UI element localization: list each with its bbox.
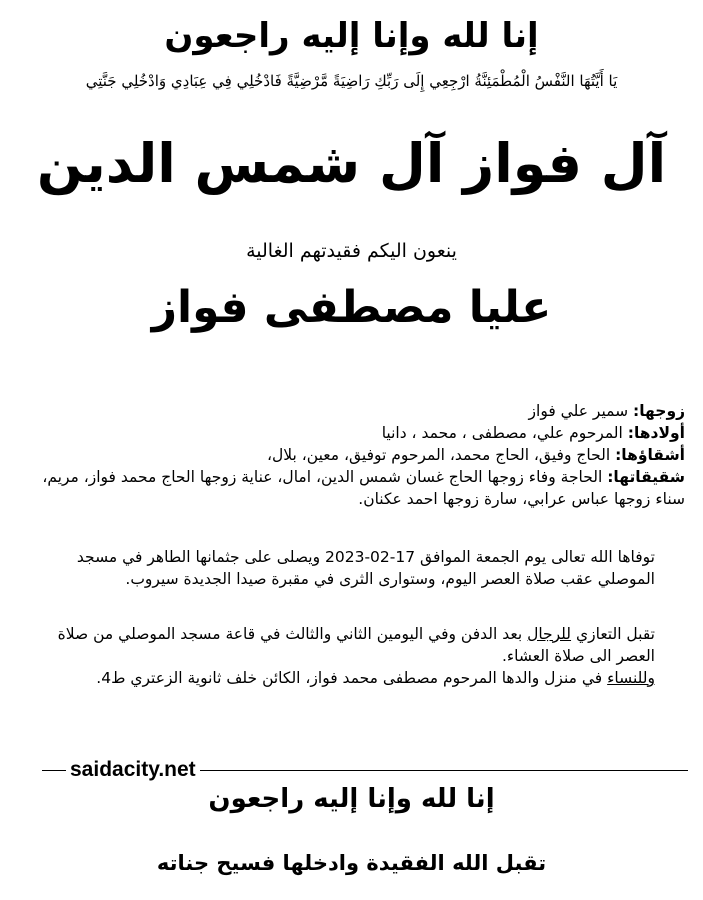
sisters-line bbox=[15, 466, 685, 488]
husband-line bbox=[15, 400, 685, 422]
condolences-prefix: تقبل التعازي bbox=[571, 625, 655, 643]
condolences-men-word: للرجال bbox=[527, 625, 572, 643]
closing-prayer: تقبل الله الفقيدة وادخلها فسيح جناته bbox=[156, 851, 547, 875]
condolences-men-line-2: العصر الى صلاة العشاء. bbox=[501, 647, 655, 665]
brothers-label: أشقاؤها: bbox=[615, 446, 685, 464]
family-name: آل فواز آل شمس الدين bbox=[36, 132, 667, 195]
husband-label: زوجها: bbox=[633, 402, 685, 420]
mourning-line: ينعون اليكم فقيدتهم الغالية bbox=[246, 240, 457, 262]
condolences-women-rest: في منزل والدها المرحوم مصطفى محمد فواز، الكائن خلف ثانوية الزعتري ط4. bbox=[96, 669, 608, 687]
children-line bbox=[15, 422, 685, 444]
children-value: المرحوم علي، مصطفى ، محمد ، دانيا bbox=[381, 424, 623, 442]
brothers-line bbox=[15, 444, 685, 466]
sisters-label: شقيقاتها: bbox=[607, 468, 685, 486]
brothers-value: الحاج وفيق، الحاج محمد، المرحوم توفيق، معين، بلال، bbox=[267, 446, 611, 464]
site-watermark: saidacity.net bbox=[66, 758, 200, 782]
funeral-line-2: الموصلي عقب صلاة العصر اليوم، وستوارى الثرى في مقبرة صيدا الجديدة سيروب. bbox=[125, 570, 655, 588]
funeral-line-1: توفاها الله تعالى يوم الجمعة الموافق 17-02-2023 ويصلى على جثمانها الطاهر في مسجد bbox=[76, 548, 655, 566]
children-label: أولادها: bbox=[627, 424, 685, 442]
husband-value: سمير علي فواز bbox=[528, 402, 629, 420]
header-title: إنا لله وإنا إليه راجعون bbox=[164, 16, 539, 56]
condolences-women-line bbox=[35, 667, 655, 689]
footer-title: إنا لله وإنا إليه راجعون bbox=[208, 784, 495, 814]
condolences-paragraph bbox=[35, 623, 655, 689]
condolences-men-line bbox=[35, 623, 655, 645]
sisters-value-1: الحاجة وفاء زوجها الحاج غسان شمس الدين، امال، عناية زوجها الحاج محمد فواز، مريم، bbox=[42, 468, 603, 486]
condolences-men-rest: بعد الدفن وفي اليومين الثاني والثالث في قاعة مسجد الموصلي من صلاة bbox=[57, 625, 528, 643]
condolences-women-word: وللنساء bbox=[607, 669, 655, 687]
quran-verse: يَا أَيَّتُهَا النَّفْسُ الْمُطْمَئِنَّةُ ارْجِعِي إِلَى رَبِّكِ رَاضِيَةً مَّرْضِيَّةً فَادْخُلِي فِي عِبَادِي وَادْخُلِي جَنَّتِي bbox=[85, 72, 618, 90]
relatives-list bbox=[15, 400, 685, 510]
deceased-name: عليا مصطفى فواز bbox=[151, 282, 552, 333]
sisters-line-2: سناء زوجها عباس عرابي، سارة زوجها احمد عكنان. bbox=[358, 490, 685, 508]
funeral-paragraph bbox=[35, 546, 655, 590]
